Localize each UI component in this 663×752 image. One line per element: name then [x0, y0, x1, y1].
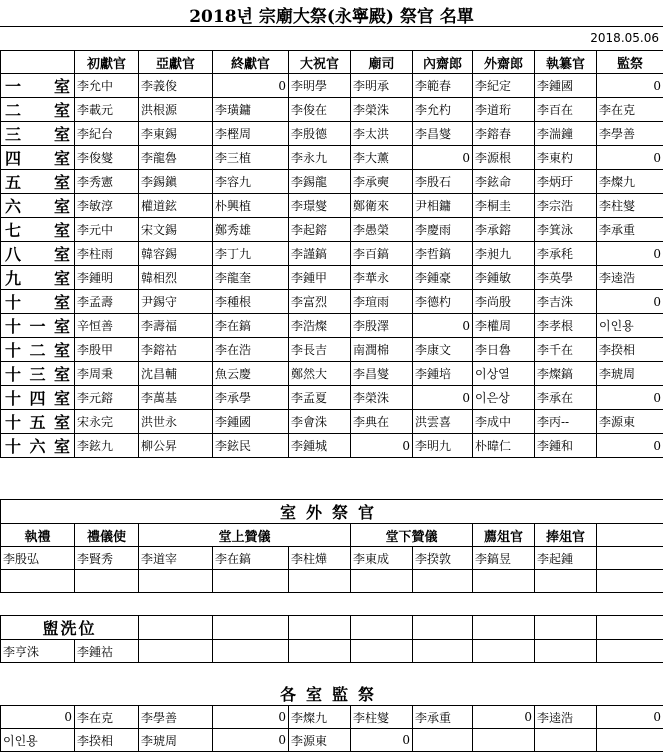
room-row: [1, 146, 663, 170]
room-row: [1, 266, 663, 290]
room-label: 三室: [1, 122, 75, 146]
name-cell: 李琥周: [597, 362, 663, 386]
jiancha-row-2: [1, 729, 663, 752]
name-cell: 李俊在: [289, 98, 351, 122]
name-cell: 李種根: [213, 290, 289, 314]
name-cell: 李權周: [473, 314, 535, 338]
room-label: 一室: [1, 74, 75, 98]
title-divider: [0, 26, 663, 27]
empty-cell: [597, 729, 663, 752]
header-2: 終獻官: [213, 51, 289, 74]
name-cell: 李孟壽: [75, 290, 139, 314]
header-4: 廟司: [351, 51, 413, 74]
room-label: 十三室: [1, 362, 75, 386]
jiancha-cell: 이인용: [1, 729, 75, 752]
name-cell: 李承重: [597, 218, 663, 242]
outer-name-cell: 李起鍾: [535, 547, 597, 570]
jiancha-cell: 李燦九: [289, 706, 351, 729]
outer-section-title: 室外祭官: [1, 500, 663, 524]
name-cell: 李鍾敏: [473, 266, 535, 290]
main-header-row: [1, 51, 663, 74]
name-cell: 李秀憲: [75, 170, 139, 194]
name-cell: 李箕泳: [535, 218, 597, 242]
outer-header-row: [1, 524, 663, 547]
name-cell: 李源東: [597, 410, 663, 434]
name-cell: 李龍魯: [139, 146, 213, 170]
outer-name-cell: 李殷弘: [1, 547, 75, 570]
name-cell: 李丁九: [213, 242, 289, 266]
name-cell: 鄭然大: [289, 362, 351, 386]
room-label: 十室: [1, 290, 75, 314]
name-cell: 0: [597, 242, 663, 266]
header-corner: [1, 51, 75, 74]
header-7: 執簒官: [535, 51, 597, 74]
empty-cell: [597, 524, 663, 547]
name-cell: 李鍾和: [535, 434, 597, 458]
room-label: 四室: [1, 146, 75, 170]
guanxi-section-title: 盥洗位: [1, 616, 139, 640]
name-cell: 李浩燦: [289, 314, 351, 338]
name-cell: 이은상: [473, 386, 535, 410]
name-cell: 李紀台: [75, 122, 139, 146]
empty-cell: [535, 729, 597, 752]
name-cell: 李鍾國: [213, 410, 289, 434]
name-cell: 李瑄雨: [351, 290, 413, 314]
main-roster-table: [0, 50, 663, 458]
jiancha-cell: 0: [213, 729, 289, 752]
name-cell: 李昌燮: [413, 122, 473, 146]
name-cell: 李源根: [473, 146, 535, 170]
room-row: [1, 74, 663, 98]
name-cell: 0: [413, 386, 473, 410]
name-cell: 李大薰: [351, 146, 413, 170]
date-label: 2018.05.06: [590, 31, 659, 45]
outer-name-cell: 李東成: [351, 547, 413, 570]
name-cell: 韓容錫: [139, 242, 213, 266]
name-cell: 李明學: [289, 74, 351, 98]
name-cell: 李百在: [535, 98, 597, 122]
name-cell: 李典在: [351, 410, 413, 434]
name-cell: 李哲鎬: [413, 242, 473, 266]
room-row: [1, 314, 663, 338]
name-cell: 李東杓: [535, 146, 597, 170]
name-cell: 李萬基: [139, 386, 213, 410]
name-cell: 李宗浩: [535, 194, 597, 218]
name-cell: 李丙--: [535, 410, 597, 434]
jiancha-cell: 0: [1, 706, 75, 729]
guanxi-name-cell: 李亨洙: [1, 640, 75, 663]
jiancha-row-1: [1, 706, 663, 729]
name-cell: 李殷甲: [75, 338, 139, 362]
name-cell: 李鉉命: [473, 170, 535, 194]
name-cell: 朴暐仁: [473, 434, 535, 458]
outer-name-cell: 李柱燁: [289, 547, 351, 570]
name-cell: 魚云慶: [213, 362, 289, 386]
empty-cell: [535, 640, 597, 663]
empty-cell: [597, 640, 663, 663]
name-cell: 李華永: [351, 266, 413, 290]
room-label: 十一室: [1, 314, 75, 338]
header-0: 初獻官: [75, 51, 139, 74]
name-cell: 李東錫: [139, 122, 213, 146]
name-cell: 李湍鐘: [535, 122, 597, 146]
name-cell: 李允杓: [413, 98, 473, 122]
name-cell: 李鉉九: [75, 434, 139, 458]
jiancha-cell: 李逵浩: [535, 706, 597, 729]
room-label: 九室: [1, 266, 75, 290]
name-cell: 李鍾國: [535, 74, 597, 98]
name-cell: 李慶雨: [413, 218, 473, 242]
jiancha-cell: 0: [213, 706, 289, 729]
name-cell: 李殷澤: [351, 314, 413, 338]
header-zhili: 執禮: [1, 524, 75, 547]
name-cell: 李昌燮: [351, 362, 413, 386]
name-cell: 李德杓: [413, 290, 473, 314]
outer-name-cell: 李在鎬: [213, 547, 289, 570]
outer-name-cell: 李揆敦: [413, 547, 473, 570]
name-cell: 李孝根: [535, 314, 597, 338]
name-cell: 李吉洙: [535, 290, 597, 314]
name-cell: 李元鎔: [75, 386, 139, 410]
room-row: [1, 434, 663, 458]
empty-cell: [597, 547, 663, 570]
name-cell: 李鍾城: [289, 434, 351, 458]
name-cell: 李錫龍: [289, 170, 351, 194]
name-cell: 洪雲喜: [413, 410, 473, 434]
outer-name-cell: 李賢秀: [75, 547, 139, 570]
name-cell: 朴興植: [213, 194, 289, 218]
empty-cell: [139, 640, 213, 663]
name-cell: 柳公昇: [139, 434, 213, 458]
outer-officials-table: [0, 499, 663, 593]
name-cell: 沈昌輔: [139, 362, 213, 386]
name-cell: 尹相鏞: [413, 194, 473, 218]
empty-cell: [351, 640, 413, 663]
name-cell: 李燦九: [597, 170, 663, 194]
name-cell: 李會洙: [289, 410, 351, 434]
name-cell: 李允中: [75, 74, 139, 98]
name-cell: 0: [351, 434, 413, 458]
name-cell: 李道珩: [473, 98, 535, 122]
room-row: [1, 242, 663, 266]
room-row: [1, 410, 663, 434]
name-cell: 李起鎔: [289, 218, 351, 242]
room-row: [1, 362, 663, 386]
jiancha-table: [0, 682, 663, 752]
name-cell: 0: [597, 386, 663, 410]
name-cell: 李在克: [597, 98, 663, 122]
name-cell: 李鉉民: [213, 434, 289, 458]
jiancha-cell: 0: [351, 729, 413, 752]
room-row: [1, 218, 663, 242]
empty-cell: [473, 640, 535, 663]
outer-values-row: [1, 547, 663, 570]
jiancha-title-row: [1, 682, 663, 706]
outer-name-cell: 李道宰: [139, 547, 213, 570]
name-cell: 李太洪: [351, 122, 413, 146]
name-cell: 李壽福: [139, 314, 213, 338]
name-cell: 李承秏: [535, 242, 597, 266]
empty-cell: [473, 729, 535, 752]
name-cell: 李殷石: [413, 170, 473, 194]
page-title: 2018년 宗廟大祭(永寧殿) 祭官 名單: [189, 7, 474, 27]
jiancha-cell: 李琥周: [139, 729, 213, 752]
name-cell: 李愚榮: [351, 218, 413, 242]
name-cell: 李炳玗: [535, 170, 597, 194]
name-cell: 李龍奎: [213, 266, 289, 290]
name-cell: 李鍾豪: [413, 266, 473, 290]
room-label: 十六室: [1, 434, 75, 458]
jiancha-section-title: 各室監祭: [280, 685, 385, 704]
header-8: 監祭: [597, 51, 663, 74]
room-label: 十四室: [1, 386, 75, 410]
header-tangshang: 堂上贊儀: [139, 524, 351, 547]
name-cell: 南潤棉: [351, 338, 413, 362]
guanxi-values-row: [1, 640, 663, 663]
name-cell: 李逵浩: [597, 266, 663, 290]
name-cell: 李承在: [535, 386, 597, 410]
empty-cell: [289, 640, 351, 663]
name-cell: 李昶九: [473, 242, 535, 266]
room-row: [1, 170, 663, 194]
name-cell: 李元中: [75, 218, 139, 242]
name-cell: 尹錫守: [139, 290, 213, 314]
name-cell: 李永九: [289, 146, 351, 170]
name-cell: 李燦鎬: [535, 362, 597, 386]
name-cell: 李鎔春: [473, 122, 535, 146]
name-cell: 李鍾甲: [289, 266, 351, 290]
name-cell: 鄭秀雄: [213, 218, 289, 242]
name-cell: 0: [597, 290, 663, 314]
name-cell: 李璟燮: [289, 194, 351, 218]
name-cell: 辛恒善: [75, 314, 139, 338]
jiancha-cell: 李在克: [75, 706, 139, 729]
room-label: 二室: [1, 98, 75, 122]
name-cell: 李百鎬: [351, 242, 413, 266]
name-cell: 李璜鏞: [213, 98, 289, 122]
name-cell: 李日魯: [473, 338, 535, 362]
room-label: 十五室: [1, 410, 75, 434]
name-cell: 0: [413, 146, 473, 170]
name-cell: 李明九: [413, 434, 473, 458]
room-row: [1, 338, 663, 362]
room-label: 八室: [1, 242, 75, 266]
room-row: [1, 386, 663, 410]
empty-cell: [413, 640, 473, 663]
name-cell: 韓相烈: [139, 266, 213, 290]
name-cell: 0: [413, 314, 473, 338]
room-row: [1, 98, 663, 122]
room-label: 五室: [1, 170, 75, 194]
name-cell: 李範春: [413, 74, 473, 98]
header-pengzu: 捧俎官: [535, 524, 597, 547]
room-label: 十二室: [1, 338, 75, 362]
jiancha-cell: 李承重: [413, 706, 473, 729]
room-label: 六室: [1, 194, 75, 218]
name-cell: 李紀定: [473, 74, 535, 98]
empty-cell: [413, 729, 473, 752]
jiancha-cell: 李揆相: [75, 729, 139, 752]
name-cell: 李長吉: [289, 338, 351, 362]
room-row: [1, 194, 663, 218]
name-cell: 李俊燮: [75, 146, 139, 170]
guanxi-title-row: [1, 616, 663, 640]
name-cell: 李尚殷: [473, 290, 535, 314]
header-tangxia: 堂下贊儀: [351, 524, 473, 547]
name-cell: 李康文: [413, 338, 473, 362]
name-cell: 李敏淳: [75, 194, 139, 218]
jiancha-cell: 李學善: [139, 706, 213, 729]
name-cell: 李錫鎭: [139, 170, 213, 194]
name-cell: 0: [597, 434, 663, 458]
name-cell: 李孟夏: [289, 386, 351, 410]
name-cell: 李承學: [213, 386, 289, 410]
name-cell: 李揆相: [597, 338, 663, 362]
name-cell: 0: [597, 74, 663, 98]
name-cell: 李義俊: [139, 74, 213, 98]
name-cell: 李殷德: [289, 122, 351, 146]
name-cell: 李在浩: [213, 338, 289, 362]
name-cell: 宋文錫: [139, 218, 213, 242]
name-cell: 李謹鎬: [289, 242, 351, 266]
name-cell: 0: [213, 74, 289, 98]
outer-title-row: [1, 500, 663, 524]
name-cell: 李英學: [535, 266, 597, 290]
name-cell: 李承鎔: [473, 218, 535, 242]
name-cell: 李千在: [535, 338, 597, 362]
header-jianzu: 薦俎官: [473, 524, 535, 547]
header-5: 內齋郎: [413, 51, 473, 74]
header-6: 外齋郎: [473, 51, 535, 74]
guanxi-table: [0, 615, 663, 663]
name-cell: 權道鉉: [139, 194, 213, 218]
name-cell: 李桐圭: [473, 194, 535, 218]
name-cell: 李樫周: [213, 122, 289, 146]
name-cell: 李鍾培: [413, 362, 473, 386]
name-cell: 宋永完: [75, 410, 139, 434]
name-cell: 洪根源: [139, 98, 213, 122]
name-cell: 0: [597, 146, 663, 170]
name-cell: 李富烈: [289, 290, 351, 314]
name-cell: 李載元: [75, 98, 139, 122]
name-cell: 李柱燮: [597, 194, 663, 218]
name-cell: 이상열: [473, 362, 535, 386]
jiancha-cell: 李柱燮: [351, 706, 413, 729]
name-cell: 鄭衛來: [351, 194, 413, 218]
name-cell: 李周秉: [75, 362, 139, 386]
header-3: 大祝官: [289, 51, 351, 74]
outer-empty-row: [1, 570, 663, 593]
name-cell: 李三植: [213, 146, 289, 170]
header-1: 亞獻官: [139, 51, 213, 74]
name-cell: 李榮洙: [351, 98, 413, 122]
name-cell: 李學善: [597, 122, 663, 146]
outer-name-cell: 李鎬昱: [473, 547, 535, 570]
guanxi-name-cell: 李鍾祜: [75, 640, 139, 663]
name-cell: 李成中: [473, 410, 535, 434]
name-cell: 李明承: [351, 74, 413, 98]
name-cell: 李在鎬: [213, 314, 289, 338]
room-row: [1, 290, 663, 314]
name-cell: 李容九: [213, 170, 289, 194]
name-cell: 洪世永: [139, 410, 213, 434]
header-liyishi: 禮儀使: [75, 524, 139, 547]
name-cell: 李柱雨: [75, 242, 139, 266]
jiancha-cell: 李源東: [289, 729, 351, 752]
room-label: 七室: [1, 218, 75, 242]
name-cell: 이인용: [597, 314, 663, 338]
jiancha-cell: 0: [597, 706, 663, 729]
jiancha-cell: 0: [473, 706, 535, 729]
room-row: [1, 122, 663, 146]
name-cell: 李鍾明: [75, 266, 139, 290]
name-cell: 李鎔祜: [139, 338, 213, 362]
name-cell: 李承奭: [351, 170, 413, 194]
empty-cell: [213, 640, 289, 663]
name-cell: 李榮洙: [351, 386, 413, 410]
